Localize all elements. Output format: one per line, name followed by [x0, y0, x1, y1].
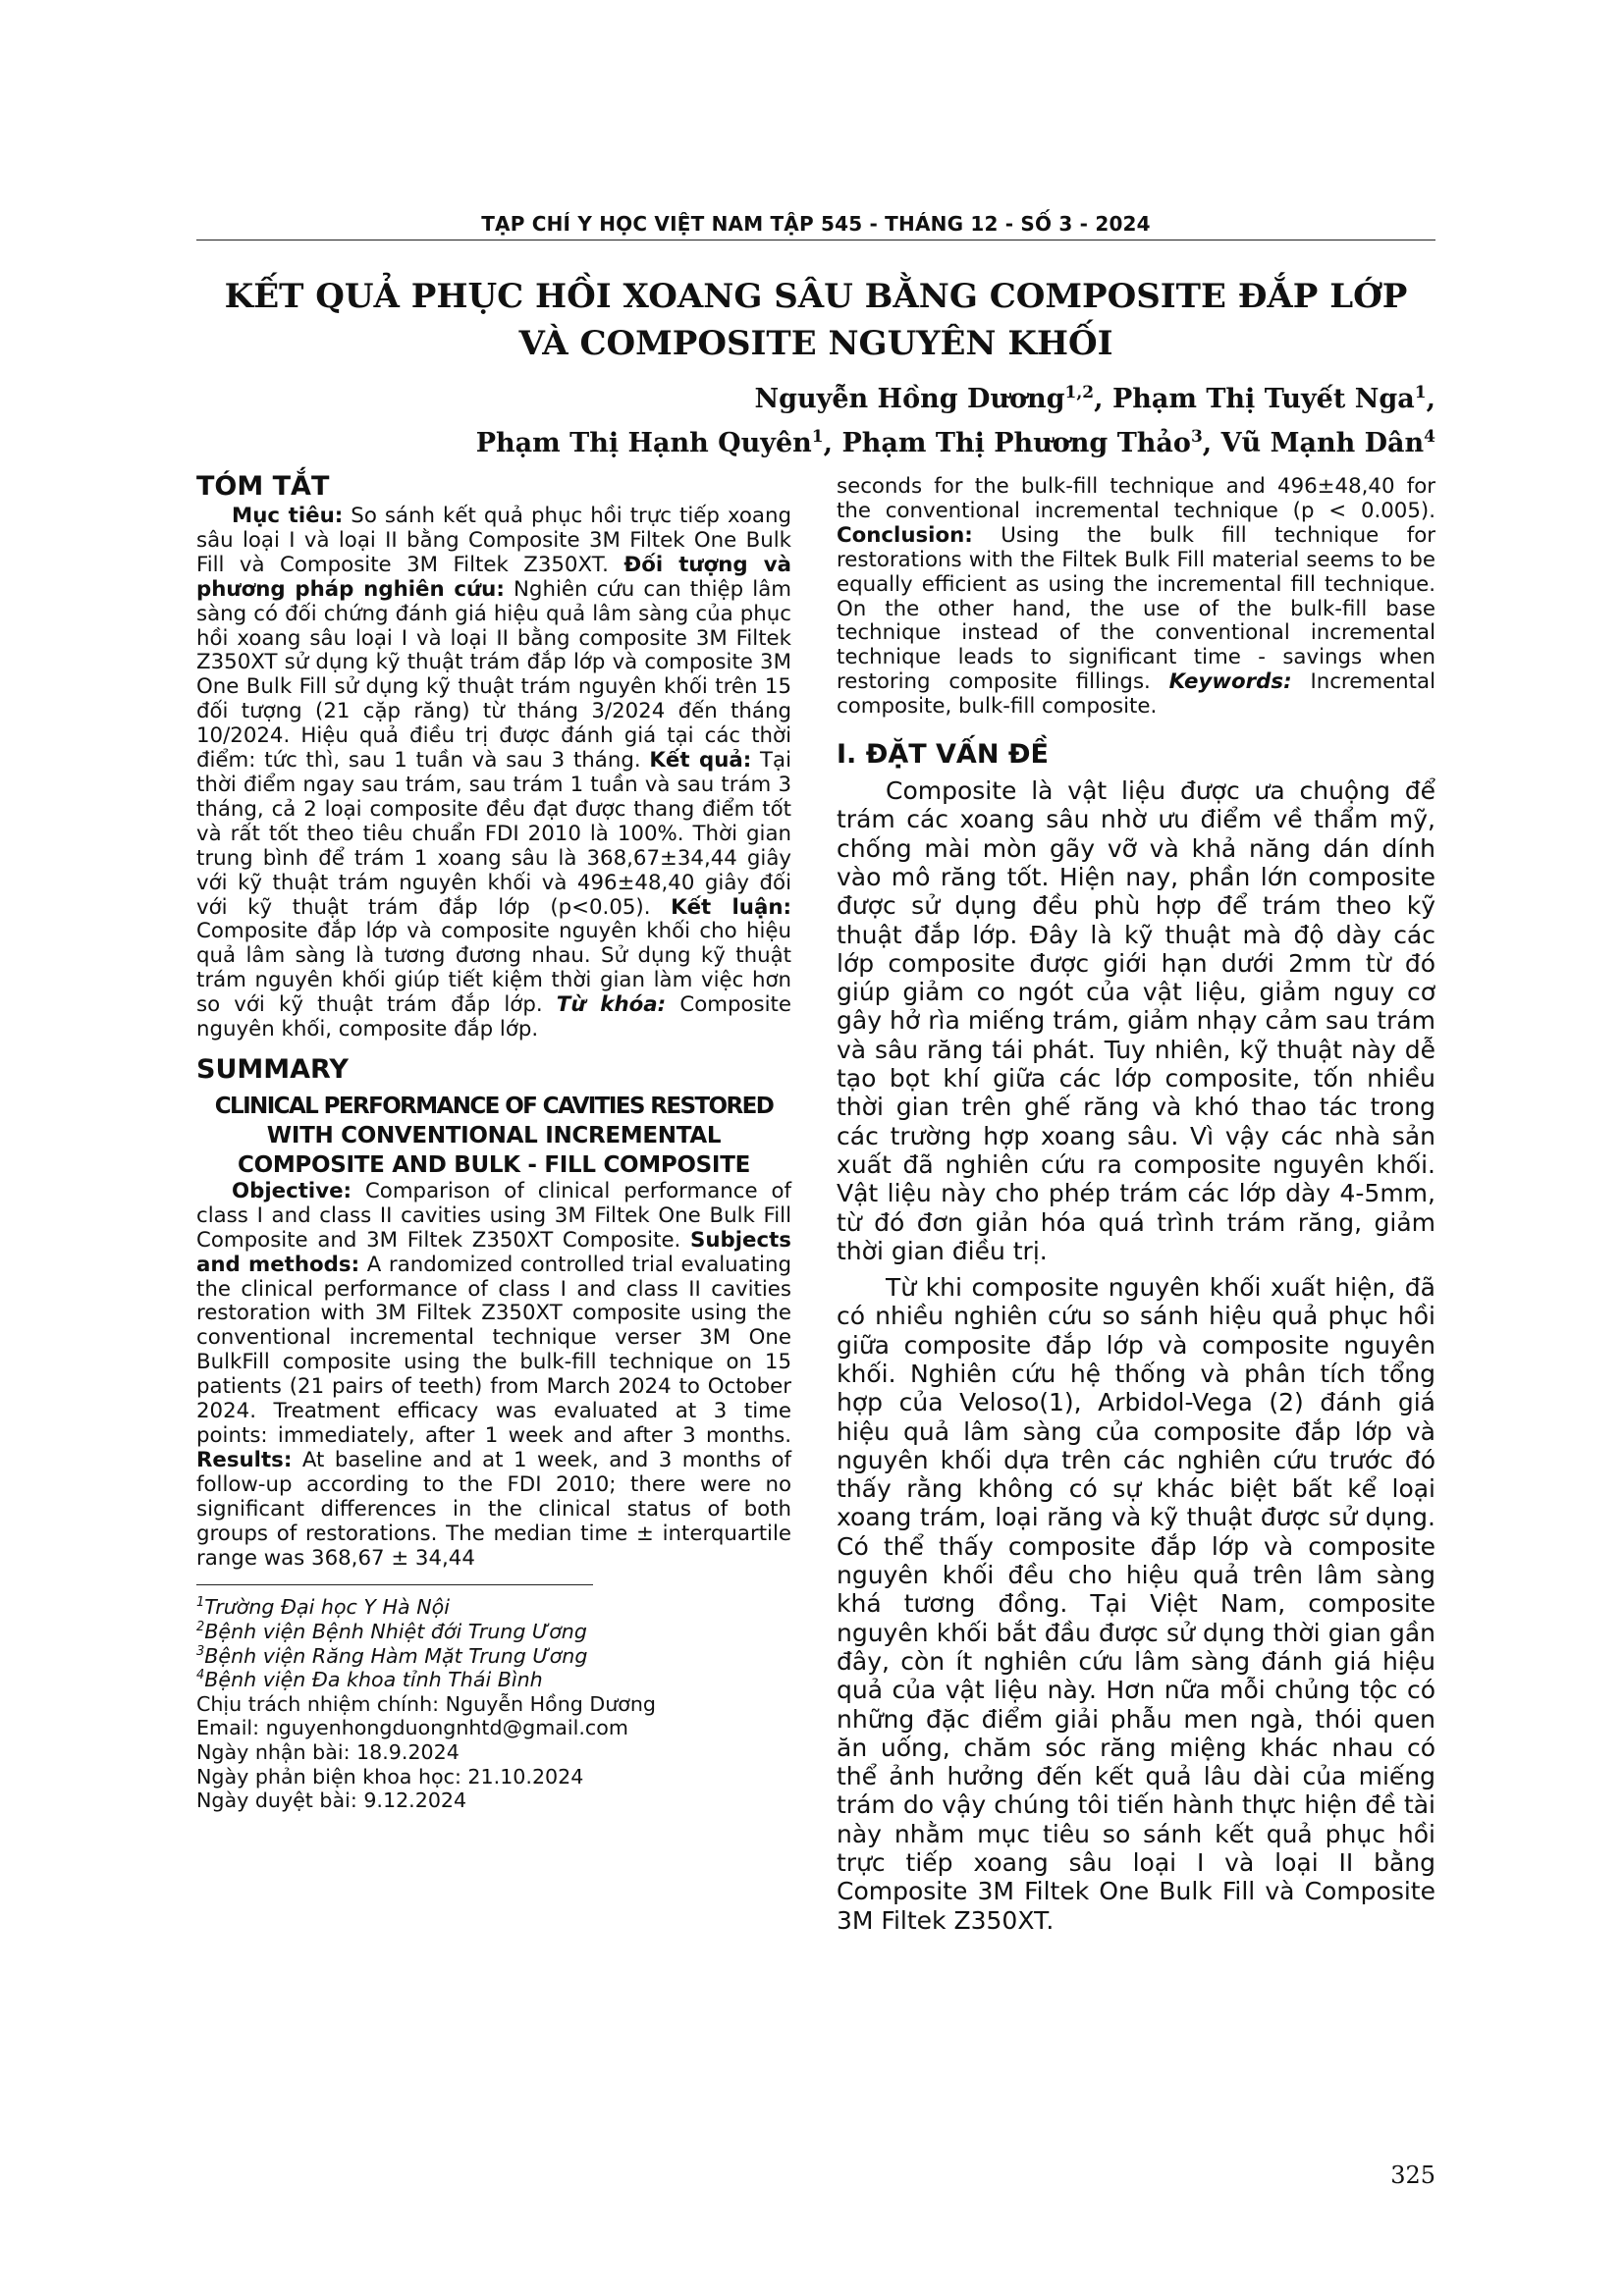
footnote-reviewed: Ngày phản biện khoa học: 21.10.2024: [196, 1764, 584, 1789]
section-1-paragraph-2: Từ khi composite nguyên khối xuất hiện, đã có nhiều nghiên cứu so sánh hiệu quả phục hồi giữa composite đắp lớp và composite nguyên khối. Nghiên cứu hệ thống và phân tích tổng hợp của Veloso(1), Arbidol-Vega (2) đánh giá hiệu quả lâm sàng của composite đắp lớp và nguyên khối dựa trên các nghiên cứu trước đó thấy rằng không có sự khác biệt bất kể loại xoang trám, loại răng và kỹ thuật được sử dụng. Có thể thấy composite đắp lớp và composite nguyên khối đều cho hiệu quả trên lâm sàng khá tương đồng. Tại Việt Nam, composite nguyên khối bắt đầu được sử dụng thời gian gần đây, còn ít nghiên cứu lâm sàng đánh giá hiệu quả của vật liệu này. Hơn nữa mỗi chủng tộc có những đặc điểm giải phẫu men ngà, thói quen ăn uống, chăm sóc răng miệng khác nhau có thể ảnh hưởng đến kết quả lâu dài của miếng trám do vậy chúng tôi tiến hành thực hiện đề tài này nhằm mục tiêu so sánh kết quả phục hồi trực tiếp xoang sâu loại I và loại II bằng Composite 3M Filtek One Bulk Fill và Composite 3M Filtek Z350XT.: [837, 1273, 1435, 1935]
label-conclusion: Conclusion:: [837, 522, 973, 548]
author-affiliation: 1: [811, 427, 824, 447]
footnote-accepted: Ngày duyệt bài: 9.12.2024: [196, 1789, 467, 1813]
label-results: Results:: [196, 1447, 293, 1472]
footnote-responsible: Chịu trách nhiệm chính: Nguyễn Hồng Dương: [196, 1691, 656, 1716]
footnote-text: Trường Đại học Y Hà Nội: [204, 1595, 450, 1620]
running-header: TẠP CHÍ Y HỌC VIỆT NAM TẬP 545 - THÁNG 12 - SỐ 3 - 2024: [481, 212, 1151, 236]
author-affiliation: 1: [1414, 383, 1427, 402]
footnote-affiliation-2: [196, 1620, 791, 1644]
footnote-text: Bệnh viện Răng Hàm Mặt Trung Ương: [204, 1643, 588, 1668]
label-doituong: Đối tượng và phương pháp nghiên cứu:: [196, 552, 791, 602]
title-line-2: VÀ COMPOSITE NGUYÊN KHỐI: [518, 324, 1113, 363]
text-ketluan: Composite đắp lớp và composite nguyên khối cho hiệu quả lâm sàng là tương đương nhau. Sử dụng kỹ thuật trám nguyên khối giúp tiết kiệm thời gian làm việc hơn so với kỹ thuật trám đắp lớp.: [196, 919, 791, 1018]
author-affiliation: 4: [1424, 427, 1435, 447]
author-name: Phạm Thị Tuyết Nga: [1111, 384, 1415, 414]
footnote-email: Email: nguyenhongduongnhtd@gmail.com: [196, 1716, 628, 1740]
author-affiliation: 3: [1190, 427, 1203, 447]
tomtat-heading: TÓM TẮT: [196, 471, 330, 502]
author-name: Vũ Mạnh Dân: [1220, 428, 1425, 458]
author-separator: ,: [823, 428, 842, 458]
summary-title-line-2: WITH CONVENTIONAL INCREMENTAL: [266, 1122, 722, 1148]
section-1-heading: I. ĐẶT VẤN ĐỀ: [837, 739, 1049, 771]
label-muctieu: Mục tiêu:: [232, 504, 344, 528]
summary-heading: SUMMARY: [196, 1053, 349, 1085]
author-affiliation: 1,2: [1064, 383, 1095, 402]
footnote-text: Bệnh viện Bệnh Nhiệt đới Trung Ương: [204, 1620, 587, 1644]
author-list: [412, 377, 1435, 465]
page-number: 325: [1390, 2162, 1435, 2189]
english-abstract: [196, 1180, 791, 1572]
text-muctieu: So sánh kết quả phục hồi trực tiếp xoang sâu loại I và loại II bằng Composite 3M Filtek One Bulk Fill và Composite 3M Filtek Z350XT.: [196, 504, 791, 577]
author-name: Phạm Thị Hạnh Quyên: [475, 428, 812, 458]
summary-title-line-3: COMPOSITE AND BULK - FILL COMPOSITE: [238, 1151, 750, 1178]
title-line-1: KẾT QUẢ PHỤC HỒI XOANG SÂU BẰNG COMPOSITE ĐẮP LỚP: [224, 277, 1408, 316]
footnote-number: 3: [196, 1643, 205, 1659]
summary-title-line-1: CLINICAL PERFORMANCE OF CAVITIES RESTORED: [214, 1093, 774, 1119]
english-abstract-continued: [837, 475, 1435, 720]
label-tukhoa: Từ khóa:: [556, 992, 667, 1018]
footnote-rule: [196, 1584, 593, 1585]
footnote-affiliation-3: [196, 1644, 791, 1669]
footnote-text: Bệnh viện Đa khoa tỉnh Thái Bình: [204, 1668, 543, 1692]
label-ketluan: Kết luận:: [671, 894, 791, 920]
text-results: At baseline and at 1 week, and 3 months of follow-up according to the FDI 2010; there were no significant differences in the clinical status of both groups of restorations. The median time ± interquartile range was 368,67 ± 34,44: [196, 1447, 791, 1571]
footnote-affiliation-1: [196, 1595, 791, 1620]
author-separator: ,: [1094, 384, 1112, 414]
vietnamese-abstract: [196, 505, 791, 1042]
footnote-received: Ngày nhận bài: 18.9.2024: [196, 1740, 460, 1764]
author-name: Nguyễn Hồng Dương: [754, 384, 1065, 414]
text-conclusion: Using the bulk fill technique for restorations with the Filtek Bulk Fill material seems to be equally efficient as using the incremental fill technique. On the other hand, the use of the bulk-fill base technique instead of the conventional incremental technique leads to significant time - savings when restoring composite fillings.: [837, 522, 1435, 695]
footnote-affiliation-4: [196, 1668, 791, 1692]
text-results-continued: seconds for the bulk-fill technique and 496±48,40 for the conventional incremental technique (p < 0.005).: [837, 474, 1435, 523]
label-ketqua: Kết quả:: [649, 748, 752, 774]
footnote-number: 1: [196, 1595, 205, 1611]
text-subjects: A randomized controlled trial evaluating the clinical performance of class I and class II cavities restoration with 3M Filtek Z350XT composite using the conventional incremental technique verser 3M One BulkFill composite using the bulk-fill technique on 15 patients (21 pairs of teeth) from March 2024 to October 2024. Treatment efficacy was evaluated at 3 time points: immediately, after 1 week and after 3 months.: [196, 1252, 791, 1448]
author-name: Phạm Thị Phương Thảo: [841, 428, 1191, 458]
label-subjects: Subjects and methods:: [196, 1227, 791, 1277]
text-keywords: Incremental composite, bulk-fill composite.: [837, 669, 1435, 720]
text-ketqua: Tại thời điểm ngay sau trám, sau trám 1 tuần và sau trám 3 tháng, cả 2 loại composite đều đạt được thang điểm tốt và rất tốt theo tiêu chuẩn FDI 2010 là 100%. Thời gian trung bình để trám 1 xoang sâu là 368,67±34,44 giây với kỹ thuật trám nguyên khối và 496±48,40 giây đối với kỹ thuật trám đắp lớp (p<0.05).: [196, 748, 791, 920]
text-objective: Comparison of clinical performance of class I and class II cavities using 3M Filtek One Bulk Fill Composite and 3M Filtek Z350XT Composite.: [196, 1178, 791, 1253]
text-doituong: Nghiên cứu can thiệp lâm sàng có đối chứng đánh giá hiệu quả lâm sàng của phục hồi xoang sâu loại I và loại II bằng composite 3M Filtek Z350XT sử dụng kỹ thuật trám đắp lớp và composite 3M One Bulk Fill sử dụng kỹ thuật trám nguyên khối trên 15 đối tượng (21 cặp răng) từ tháng 3/2024 đến tháng 10/2024. Hiệu quả điều trị được đánh giá tại các thời điểm: tức thì, sau 1 tuần và sau 3 tháng.: [196, 576, 792, 774]
author-line-2: [412, 421, 1435, 465]
left-column: [196, 469, 791, 1813]
footnote-number: 4: [196, 1668, 205, 1683]
author-separator: ,: [1426, 384, 1435, 414]
label-objective: Objective:: [232, 1178, 352, 1203]
article-title: [196, 273, 1435, 367]
label-keywords: Keywords:: [1168, 669, 1292, 695]
author-separator: ,: [1202, 428, 1221, 458]
text-tukhoa: Composite nguyên khối, composite đắp lớp.: [196, 992, 791, 1042]
footnote-number: 2: [196, 1620, 205, 1635]
section-1-paragraph-1: Composite là vật liệu được ưa chuộng để trám các xoang sâu nhờ ưu điểm về thẩm mỹ, chống mài mòn gãy vỡ và khả năng dán dính vào mô răng tốt. Hiện nay, phần lớn composite được sử dụng đều phù hợp để trám theo kỹ thuật đắp lớp. Đây là kỹ thuật mà độ dày các lớp composite được giới hạn dưới 2mm từ đó giúp giảm co ngót của vật liệu, giảm nguy cơ gây hở rìa miếng trám, giảm nhạy cảm sau trám và sâu răng tái phát. Tuy nhiên, kỹ thuật này dễ tạo bọt khí giữa các lớp composite, tốn nhiều thời gian trên ghế răng và khó thao tác trong các trường hợp xoang sâu. Vì vậy các nhà sản xuất đã nghiên cứu ra composite nguyên khối. Vật liệu này cho phép trám các lớp dày 4-5mm, từ đó đơn giản hóa quá trình trám răng, giảm thời gian điều trị.: [837, 776, 1435, 1265]
right-column: [837, 475, 1435, 1935]
author-line-1: [412, 377, 1435, 421]
